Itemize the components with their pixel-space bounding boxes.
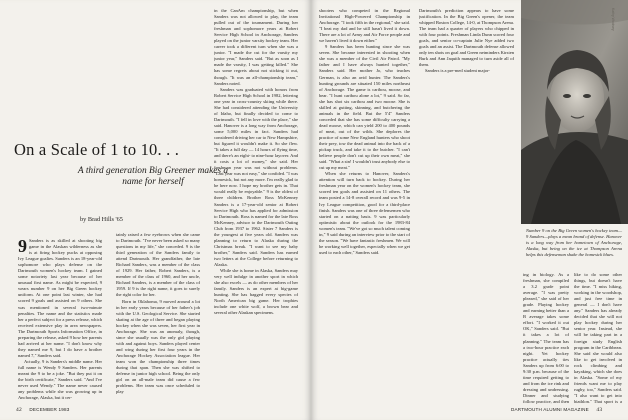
right-col5-para-0: like to do some other things, but doesn't have the time. "I miss hiking, working in the woodshop, and just free time in general — I don't have any." Sanders has already decided that she will not play hockey during her senior year. Instead, she will be taking part in a foreign study English program in the Caribbean. She said she would also like to get involved in rock climbing and kayaking, which she does in Alaska. "Some of my friends want me to play rugby, too," Sanders said. "I also want to get into biathlon." That sport is a [574,272,622,404]
left-column-1 [18,238,102,404]
photo-credit: Kathy Woolsey [611,8,615,31]
hockey-player-photo [521,0,628,224]
right-page-number: 43 [596,407,603,413]
right-col1-para-1: Sanders was graduated with honors from Robert Service High School in 1982, lettering one year in cross-country skiing while there. She had considered attending the University of Idaho, but finally decided to come to Dartmouth. "I fell in love with the place," she said. Hanover is a long way from Anchorage, some 5,000 miles in fact. Sanders had considered driving her car to New Hampshire, but figured it wouldn't make it. So she flew. "It takes a full day — 14 hours of flying time, and there's an eight- to nine-hour layover. And it costs a lot of money," she said. Her freshman year was not without problems. "Last year was not easy," she confided. "I was homesick, but not any more. I'm really glad to be here now. I hope my brother gets in. That would really be enjoyable." 9 is the oldest of three children. Brother Ross McKenney Sanders is a 17-year-old senior at Robert Service High who has applied for admission to Dartmouth. Ross is named for the late Ross McKenney, advisor to the Dartmouth Outing Club from 1937 to 1962. Sister 7 Sanders is the youngest at five years old. Sanders was planning to return to Alaska during the Christmas break. "I want to see my baby brother," Sanders said. Sanders has earned two letters at the College before returning to Alaska. [214,86,298,267]
drop-cap: 9 [18,238,27,256]
left-folio-text: DECEMBER 1983 [29,407,70,412]
left-col1-para-1: Actually, 9 is Sanders's middle name. Her full name is Wendy 9 Sanders. Her parents meant the 9 to be a joke. "But they put it on the birth certificate," Sanders said. "And I've never used Wendy." The name never caused any problems while she was growing up in Anchorage, Alaska, but it cer- [18,358,102,401]
left-column-2 [116,6,200,404]
right-col3-para-0: Dartmouth's prediction appears to have some justification. In the Big Green's opener, the team whipped Boston College, 14-0, at Thompson Arena. The team had a quarter of players who chipped in with four points. Freshman Linda Dunn scored four goals, and senior co-captain Julie Nye added two goals and an assist. The Dartmouth defense allowed only ten shots on goal and Green netminders Kirsten Burk and Ann Jaquith managed to turn aside all of them. [419,8,514,68]
right-col3-para-1: Sanders is a pre-med student major- [425,68,490,74]
left-folio [16,407,70,413]
right-col2-para-0: shooters who competed in the Regional Invitational High-Powered Championship in Anchorage. "I took fifth in the regional," she said. "I beat my dad and he still hasn't lived it down. There are a lot of Army and Air Force people and we haven't lived it down either." [319,8,410,44]
left-page-number: 42 [16,407,22,413]
right-folio-text: DARTMOUTH ALUMNI MAGAZINE [511,407,589,412]
right-column-2 [419,8,514,404]
right-col1-para-2: While she is home in Alaska, Sanders may very well indulge in another sport in which she also excels — as do other members of her family. Sanders is an expert at big-game hunting. She has bagged every species of North American big game. Her trophies include one white wolf, a brown bear and several other Alaskan specimens. [214,268,298,316]
right-column-4 [574,272,622,404]
photo-caption: Number 9 on the Big Green women's hockey team—9 Sanders—plays a mean brand of defense. Hanover is a long way from her hometown of Anchorage, Alaska, but being on the ice at Thompson Arena helps this defenseman shake the homesick blues. [526,228,622,257]
left-col2-para-0: tainly raised a few eyebrows when she came to Dartmouth. "I've never been asked so many questions in my life," she conceded. 9 is the third generation of the Sanders family to attend Dartmouth. Her grandfather, the late Richard Sanders, was a member of the class of 1929. Her father, Robert Sanders, is a member of the class of 1960, and her uncle, Richard Sanders, is a member of the class of 1959. If 9 is the right name, it goes to surely the right color for her. [116,232,200,298]
right-page [311,0,628,420]
left-page [0,0,311,420]
left-col1-para-0: 9 Sanders is as skilled at shooting big game in the Alaskan wilderness as she is at firing hockey pucks at opposing Ivy League goalies. Sanders is an 18-year-old sophomore who plays defense on the Dartmouth women's hockey team. I gained some notoriety last year because of her unusual first name. As might be expected, 9 wears number 9 on her Big Green hockey uniform. At one point last winter, she had scored 9 goals and assisted on 9 others. She was mentioned in several two-minute penalties. The name and the statistics made her a perfect subject for a press release, which received extensive play in area newspapers. The Dartmouth Sports Information Office, in preparing the release, asked 9 how her parents had arrived at her name. "I don't know why they named me 9, but I do have a brother named 7," Sanders said. [18,238,102,358]
right-column-1 [319,8,410,404]
right-folio [511,407,602,413]
right-col1-para-0: in the CanAm championship, but when Sanders was not allowed to play, the team pulled out of the tournament. During her freshman and sophomore years at Robert Service High School in Anchorage, Sanders played on the junior varsity hockey team. Her career took a different turn when she was a junior. "I made the cut for the varsity my junior year," Sanders said. "But as soon as I made the varsity, I was getting killed." She has some regrets about not sticking it out, though. "It was an all-championship team," Sanders noted. [214,8,298,86]
article-byline: by Brad Hills '65 [80,216,123,223]
left-column-3 [214,8,298,404]
article-title: On a Scale of 1 to 10. . . [14,140,180,159]
right-column-3 [523,272,569,404]
right-col4-para-0: ing in biology. As a freshman, she compiled a 3.2 grade point average. "I was pretty pleased," she said of her grade. Playing hockey and earning better than a B average takes some effort. "I worked it out OK," Sanders said. "But it takes a lot of planning." The team has a two-hour practice each night. Yet hockey practice actually ties Sanders up from 6:00 to 9:30 p.m. because of the time required getting to and from the ice rink and dressing and undressing. Dinner and studying follow practice, and then [523,272,569,404]
right-col2-para-2: When she returns to Hanover, Sanders's attention will turn back to hockey. During her freshman year on the women's hockey team, she scored ten goals and assisted on 11 others. The team posted a 14-8 overall record and was 9-5 in Ivy League competition, good for a third-place finish. Sanders was one of three defensemen who started on a natting basis. 9 was particularly optimistic about the outlook for the 1983-84 women's team. "We've got so much talent coming in," 9 said during an interview prior to the start of the season. "We have fantastic freshmen. We will be working well together, especially when we get used to each other," Sanders said. [319,171,410,255]
right-col2-para-1: 9 Sanders has been hunting since she was seven. She became interested in shooting when she was a member of the Civil Air Patrol. "My father and I have always hunted together," Sanders said. Her mother Jo, who teaches German, is also an avid hunter. The Sanders's hunting grounds are situated 150 miles northeast of Anchorage. The game is caribou, moose, and bear. "I hunt caribou alone a lot," 9 said. So far, she has shot six caribou and two moose. She is skilled at gutting, skinning, and butchering the animals in the field. But the 5'4" Sanders conceded that she has some difficulty carrying a dead moose, which can yield 200 to 400 pounds of meat, out of the wilds. She deplores the practice of some New England hunters who shoot their prey, tow the dead animal into the back of a pickup truck, and take it to the butcher. "I can't believe people don't cut up their own meat," she said. "What a sin! I wouldn't trust anybody else to cut up my meat." [319,44,410,171]
article-subtitle: A third generation Big Greener makes a name for herself [77,166,229,187]
left-col2-para-1: Born in Oklahoma, 9 moved around a lot in her early years because of her father's job with the U.S. Geological Service. She started skating at the age of three and began playing hockey when she was seven, her first year in Anchorage. She was an anomaly, though, since she usually was the only girl playing with and against boys. Sanders played center and wing during her first four years in the Anchorage Hockey Association league. Her team won the championship three times during that span. Then she was shifted to defense in junior high school. Being the only girl on an all-male team did cause a few problems. Her team was once scheduled to play [116,298,200,395]
photo-image [521,0,628,224]
